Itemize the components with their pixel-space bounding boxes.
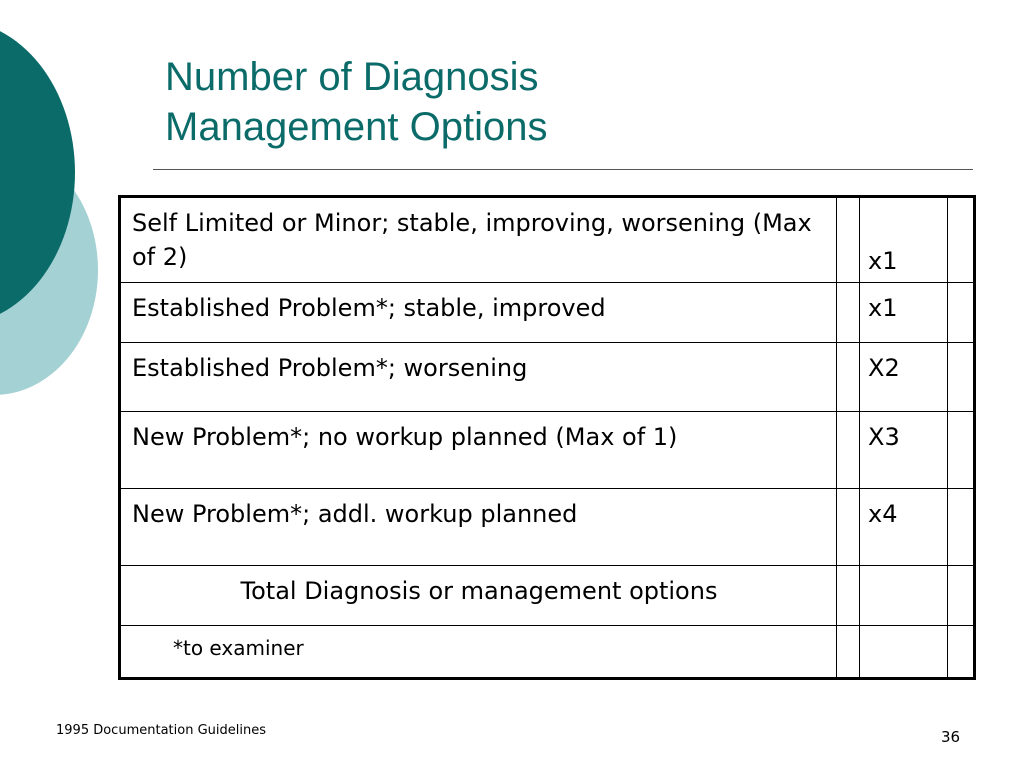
row-label: Established Problem*; stable, improved — [120, 283, 837, 343]
table-row — [120, 283, 975, 343]
table-row — [120, 343, 975, 412]
row-label: Established Problem*; worsening — [120, 343, 837, 412]
note-row — [120, 626, 975, 679]
score-cell — [948, 343, 975, 412]
total-label: Total Diagnosis or management options — [120, 566, 837, 626]
check-cell — [837, 197, 860, 283]
check-cell — [837, 566, 860, 626]
diagnosis-options-table — [118, 195, 976, 680]
table-row — [120, 412, 975, 489]
row-multiplier: x4 — [860, 489, 948, 566]
score-cell — [948, 566, 975, 626]
score-cell — [948, 283, 975, 343]
row-label: Self Limited or Minor; stable, improving, worsening (Max of 2) — [120, 197, 837, 283]
footer-text: 1995 Documentation Guidelines — [56, 723, 266, 738]
score-cell — [948, 412, 975, 489]
check-cell — [837, 412, 860, 489]
title-line-1: Number of Diagnosis — [165, 55, 539, 99]
row-label: New Problem*; no workup planned (Max of 1) — [120, 412, 837, 489]
check-cell — [837, 489, 860, 566]
total-value-cell — [860, 566, 948, 626]
row-label: New Problem*; addl. workup planned — [120, 489, 837, 566]
row-multiplier: x1 — [860, 197, 948, 283]
page-number: 36 — [941, 728, 961, 746]
check-cell — [837, 283, 860, 343]
table-row — [120, 489, 975, 566]
slide-title — [165, 52, 547, 152]
row-multiplier: x1 — [860, 283, 948, 343]
total-row — [120, 566, 975, 626]
score-cell — [948, 489, 975, 566]
score-cell — [948, 197, 975, 283]
title-divider — [153, 169, 973, 170]
check-cell — [837, 343, 860, 412]
footnote: *to examiner — [120, 626, 837, 679]
check-cell — [837, 626, 860, 679]
empty-cell — [860, 626, 948, 679]
score-cell — [948, 626, 975, 679]
row-multiplier: X3 — [860, 412, 948, 489]
table-row — [120, 197, 975, 283]
title-line-2: Management Options — [165, 105, 548, 149]
row-multiplier: X2 — [860, 343, 948, 412]
